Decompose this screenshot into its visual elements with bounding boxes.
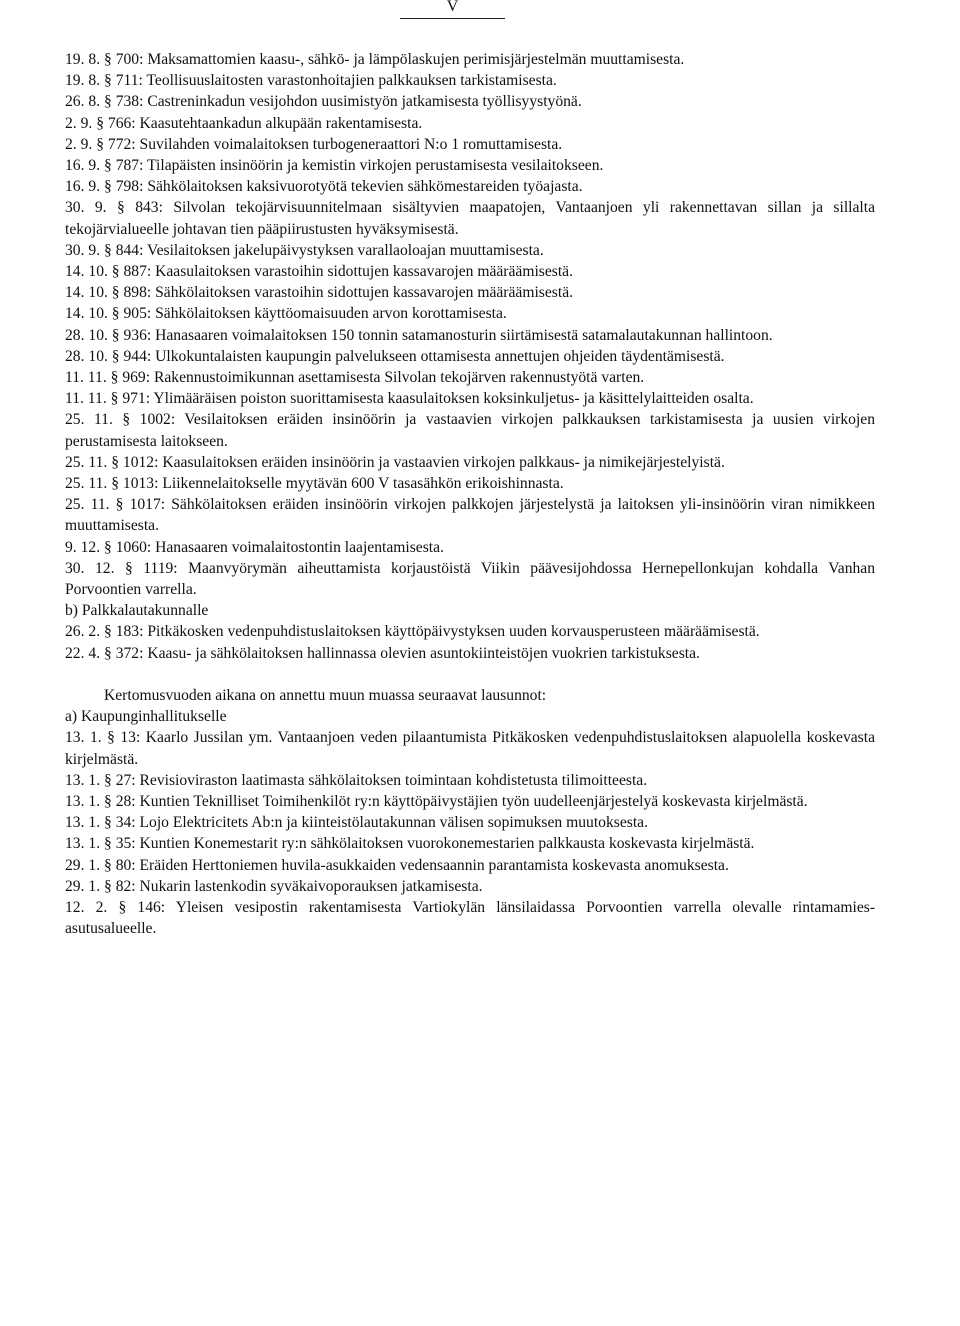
entry-date: 13. 1. [65, 771, 101, 789]
entry-text: Revisioviraston laatimasta sähkölaitoksen toimintaan kohdistetusta tilimoitteesta. [139, 771, 648, 789]
entry-section-number: § 898: [111, 284, 152, 302]
entry-section-number: § 80: [104, 856, 136, 874]
entry-section-number: § 146: [118, 898, 166, 916]
entry-date: 28. 10. [65, 326, 108, 344]
entry-date: 29. 1. [65, 877, 101, 895]
entry-date: 26. 2. [65, 623, 101, 641]
entry-text: Pitkäkosken vedenpuhdistuslaitoksen käyttöpäivystyksen uuden korvausperusteen määräämisestä. [147, 623, 760, 641]
entry-text: Kuntien Konemestarit ry:n sähkölaitoksen vuorokonemestarien palkkausta koskevasta kirjelmästä. [139, 835, 755, 853]
entry-date: 13. 1. [65, 814, 101, 832]
list-item [65, 409, 875, 451]
entry-date: 19. 8. [65, 72, 101, 90]
entry-text: Vesilaitoksen eräiden insinöörin ja vastaavien virkojen palkkauksen tarkistamisesta ja uusien virkojen perustamisesta laitokseen. [65, 411, 875, 450]
entry-date: 19. 8. [65, 51, 101, 68]
entry-section-number: § 1002: [122, 411, 176, 429]
entry-section-number: § 738: [104, 93, 144, 111]
entry-text: Tilapäisten insinöörin ja kemistin virkojen perustamisesta vesilaitokseen. [147, 157, 604, 175]
entry-text: Nukarin lastenkodin syväkaivoporauksen jatkamisesta. [139, 877, 483, 895]
entry-section-number: § 711: [104, 72, 143, 90]
entry-section-number: § 1017: [115, 496, 166, 514]
entry-date: 30. 9. [65, 241, 101, 259]
list-item [65, 261, 875, 282]
list-item [65, 367, 875, 388]
entry-section-number: § 944: [111, 347, 152, 365]
list-item [65, 113, 875, 134]
entry-text: Maanvyörymän aiheuttamista korjaustöistä Viikin päävesijohdossa Hernepellonkujan kohdalla Vanhan Porvoontien varrella. [65, 559, 875, 599]
decision-list-b [65, 621, 875, 663]
list-item [65, 303, 875, 324]
entry-text: Vesilaitoksen jakelupäivystyksen varallaoloajan muuttamisesta. [147, 241, 544, 259]
entry-date: 16. 9. [65, 178, 101, 196]
entry-section-number: § 1012: [111, 453, 159, 471]
list-item [65, 91, 875, 112]
entry-date: 22. 4. [65, 644, 101, 662]
list-item [65, 240, 875, 261]
entry-text: Sähkölaitoksen eräiden insinöörin virkojen palkkojen järjestelystä ja laitoksen yli-insinöörin viran nimikkeen muuttamisesta. [65, 496, 876, 535]
entry-text: Rakennustoimikunnan asettamisesta Silvolan tekojärven rakennustyötä varten. [153, 369, 645, 387]
list-item [65, 176, 875, 197]
statement-list [65, 727, 875, 939]
list-item [65, 855, 875, 876]
entry-text: Sähkölaitoksen varastoihin sidottujen kassavarojen määräämisestä. [155, 284, 574, 302]
entry-section-number: § 936: [111, 326, 152, 344]
entry-date: 26. 8. [65, 93, 101, 111]
entry-date: 13. 1. [65, 792, 101, 810]
entry-text: Kaasulaitoksen eräiden insinöörin ja vastaavien virkojen palkkaus- ja nimikejärjestelyistä. [162, 453, 725, 471]
entry-section-number: § 13: [107, 729, 141, 747]
entry-date: 13. 1. [65, 729, 102, 747]
list-item [65, 49, 875, 70]
entry-text: Ylimääräisen poiston suorittamisesta kaasulaitoksen koksinkuljetus- ja käsittelylaitteiden osalta. [153, 390, 754, 408]
document-body [65, 49, 875, 939]
entry-text: Kuntien Teknilliset Toimihenkilöt ry:n käyttöpäivystäjien työn uudelleenjärjestelyä koskevasta kirjelmästä. [139, 792, 808, 810]
entry-date: 14. 10. [65, 284, 108, 302]
entry-text: Lojo Elektricitets Ab:n ja kiinteistölautakunnan välisen sopimuksen muutoksesta. [139, 814, 648, 832]
entry-text: Yleisen vesipostin rakentamisesta Vartiokylän länsilaidassa Porvoontien varrella olevalle rintamamies-asutusalueelle. [65, 898, 876, 938]
entry-date: 12. 2. [65, 898, 108, 916]
list-item [65, 643, 875, 664]
list-item [65, 770, 875, 791]
entry-section-number: § 905: [111, 305, 152, 323]
entry-date: 25. 11. [65, 496, 110, 514]
entry-section-number: § 1013: [111, 475, 159, 493]
list-item [65, 473, 875, 494]
entry-date: 2. 9. [65, 114, 93, 132]
entry-section-number: § 887: [111, 263, 152, 281]
entry-text: Hanasaaren voimalaitoksen 150 tonnin satamanosturin siirtämisestä satamalautakunnan hallintoon. [155, 326, 773, 344]
list-item [65, 833, 875, 854]
entry-text: Liikennelaitokselle myytävän 600 V tasasähkön erikoishinnasta. [162, 475, 564, 493]
list-item [65, 494, 875, 536]
entry-text: Sähkölaitoksen käyttöomaisuuden arvon korottamisesta. [155, 305, 507, 323]
entry-text: Ulkokuntalaisten kaupungin palvelukseen ottamisesta annettujen ohjeiden täydentämisestä. [155, 347, 725, 365]
entry-section-number: § 27: [104, 771, 136, 789]
entry-text: Teollisuuslaitosten varastonhoitajien palkkauksen tarkistamisesta. [146, 72, 557, 90]
entry-section-number: § 35: [104, 835, 136, 853]
list-item [65, 388, 875, 409]
list-item [65, 876, 875, 897]
list-item [65, 537, 875, 558]
page-number: V [400, 0, 505, 19]
entry-date: 16. 9. [65, 157, 101, 175]
entry-text: Kaasulaitoksen varastoihin sidottujen kassavarojen määräämisestä. [155, 263, 573, 281]
entry-section-number: § 82: [104, 877, 136, 895]
entry-date: 9. 12. [65, 538, 101, 556]
entry-text: Castreninkadun vesijohdon uusimistyön jatkamisesta työllisyystyönä. [147, 93, 582, 111]
entry-date: 14. 10. [65, 305, 108, 323]
list-item [65, 325, 875, 346]
entry-section-number: § 798: [104, 178, 144, 196]
entry-text: Maksamattomien kaasu-, sähkö- ja lämpölaskujen perimisjärjestelmän muuttamisesta. [147, 51, 685, 68]
entry-date: 13. 1. [65, 835, 101, 853]
entry-section-number: § 969: [110, 369, 151, 387]
entry-date: 30. 12. [65, 559, 115, 577]
entry-date: 2. 9. [65, 135, 93, 153]
list-item [65, 621, 875, 642]
entry-text: Kaasutehtaankadun alkupään rakentamisesta. [139, 114, 423, 132]
entry-section-number: § 372: [104, 644, 144, 662]
entry-section-number: § 34: [104, 814, 136, 832]
subheading-kaupunginhallitukselle: a) Kaupunginhallitukselle [65, 708, 227, 726]
entry-date: 28. 10. [65, 347, 108, 365]
list-item [65, 282, 875, 303]
entry-text: Kaasu- ja sähkölaitoksen hallinnassa olevien asuntokiinteistöjen vuokrien tarkistuksesta. [147, 644, 700, 662]
entry-section-number: § 766: [96, 114, 136, 132]
list-item [65, 70, 875, 91]
entry-text: Hanasaaren voimalaitostontin laajentamisesta. [155, 538, 444, 556]
entry-section-number: § 1060: [104, 538, 152, 556]
entry-section-number: § 971: [110, 390, 151, 408]
list-item [65, 197, 875, 239]
list-item [65, 155, 875, 176]
entry-section-number: § 28: [104, 792, 136, 810]
list-item [65, 346, 875, 367]
entry-text: Kaarlo Jussilan ym. Vantaanjoen veden pilaantumista Pitkäkosken vedenpuhdistuslaitoksen alapuolella koskevasta kirjelmästä. [65, 729, 875, 768]
entry-text: Silvolan tekojärvisuunnitelmaan sisältyvien maapatojen, Vantaanjoen yli rakennettavan sillan ja sillalta tekojärvialueelle johtavan tien pääpiirustusten hyväksymisestä. [65, 199, 876, 238]
list-item [65, 791, 875, 812]
entry-section-number: § 844: [104, 241, 144, 259]
entry-section-number: § 787: [104, 157, 144, 175]
entry-text: Sähkölaitoksen kaksivuorotyötä tekevien sähkömestareiden työajasta. [147, 178, 583, 196]
list-item [65, 558, 875, 600]
entry-section-number: § 1119: [124, 559, 178, 577]
statements-intro: Kertomusvuoden aikana on annettu muun muassa seuraavat lausunnot: [103, 686, 547, 704]
subheading-palkkalautakunnalle: b) Palkkalautakunnalle [65, 602, 209, 620]
decision-list-a [65, 49, 875, 600]
entry-section-number: § 700: [104, 51, 144, 68]
section-gap [65, 664, 875, 685]
list-item [65, 727, 875, 769]
list-item [65, 452, 875, 473]
entry-date: 29. 1. [65, 856, 101, 874]
entry-date: 25. 11. [65, 411, 113, 429]
list-item [65, 134, 875, 155]
entry-date: 25. 11. [65, 475, 108, 493]
entry-section-number: § 772: [96, 135, 136, 153]
list-item [65, 812, 875, 833]
list-item [65, 897, 875, 939]
entry-text: Suvilahden voimalaitoksen turbogeneraattori N:o 1 romuttamisesta. [139, 135, 563, 153]
entry-section-number: § 183: [104, 623, 144, 641]
entry-date: 14. 10. [65, 263, 108, 281]
entry-section-number: § 843: [117, 199, 163, 217]
entry-date: 25. 11. [65, 453, 108, 471]
entry-date: 30. 9. [65, 199, 107, 217]
entry-date: 11. 11. [65, 369, 107, 387]
entry-text: Eräiden Herttoniemen huvila-asukkaiden vedensaannin parantamista koskevasta anomuksesta. [139, 856, 729, 874]
entry-date: 11. 11. [65, 390, 107, 408]
